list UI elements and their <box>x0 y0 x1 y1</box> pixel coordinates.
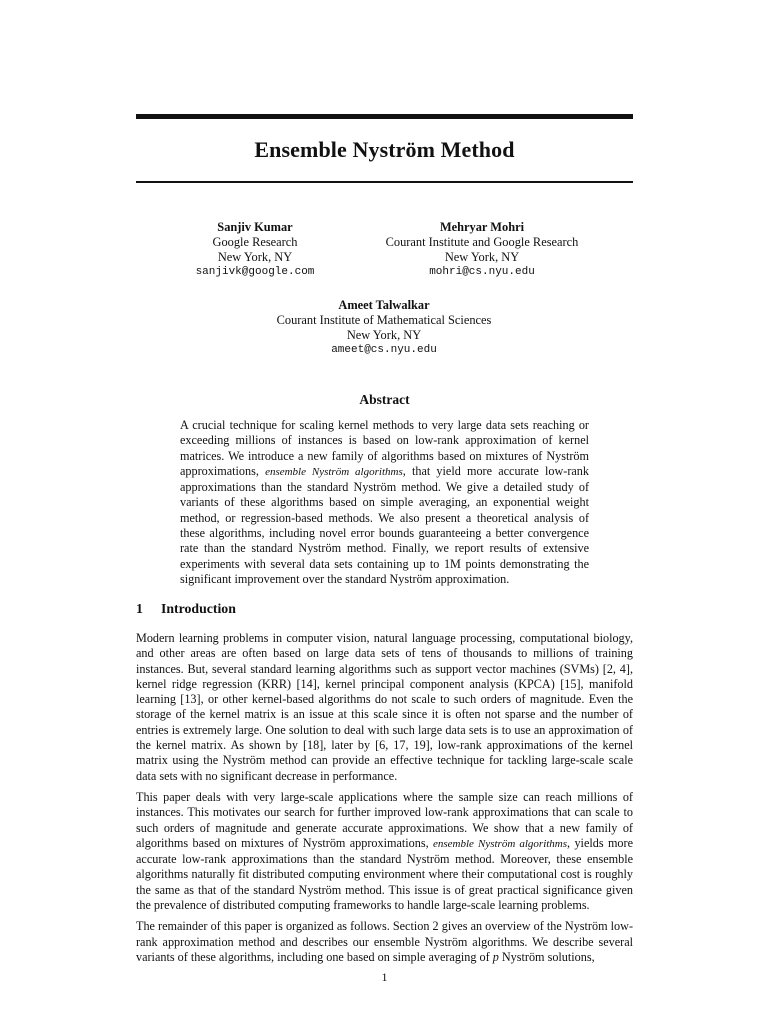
author-name: Sanjiv Kumar <box>217 220 293 234</box>
author-affiliation: Courant Institute and Google Research <box>385 235 579 249</box>
author-location: New York, NY <box>217 250 293 264</box>
paragraph: This paper deals with very large-scale applications where the sample size can reach millions of instances. This motivates our search for further improved low-rank approximations that can scale to such orders of magnitude and generate accurate approximations. We show that a new family of algorithms based on mixtures of Nyström approximations, ensemble Nyström algorithms, yields more accurate low-rank approximations than the standard Nyström method. Moreover, these ensemble algorithms naturally fit distributed computing environment where their computational cost is roughly the same as that of the standard Nyström method. This issue is of great practical significance given the prevalence of distributed computing frameworks to handle large-scale learning problems. <box>136 789 633 913</box>
section-heading-introduction <box>136 601 236 617</box>
author-email: mohri@cs.nyu.edu <box>429 266 535 278</box>
abstract-heading: Abstract <box>359 392 410 407</box>
title-top-rule <box>136 114 633 119</box>
author-name: Mehryar Mohri <box>439 220 525 234</box>
author-block-kumar <box>160 220 350 280</box>
author-email: sanjivk@google.com <box>195 266 315 278</box>
paper-title: Ensemble Nyström Method <box>254 137 515 162</box>
paragraph: The remainder of this paper is organized as follows. Section 2 gives an overview of the Nyström low-rank approximation method and describes our ensemble Nyström algorithms. We describe several variants of these algorithms, including one based on simple averaging of p Nyström solutions, <box>136 919 633 964</box>
author-block-talwalkar <box>234 298 534 358</box>
author-affiliation: Courant Institute of Mathematical Sciences <box>276 313 492 327</box>
author-block-mohri <box>362 220 602 280</box>
author-location: New York, NY <box>444 250 520 264</box>
abstract-emphasis: ensemble Nyström algorithms <box>265 465 403 478</box>
abstract-text: A crucial technique for scaling kernel methods to very large data sets reaching or exceeding millions of instances is based on low-rank approximation of kernel matrices. We introduce a new family of algorithms based on mixtures of Nyström approximations, ensemble Nyström algorithms, that yield more accurate low-rank approximations than the standard Nyström method. We give a detailed study of variants of these algorithms based on simple averaging, an exponential weight method, or regression-based methods. We also present a theoretical analysis of these algorithms, including novel error bounds guaranteeing a better convergence rate than the standard Nyström method. Finally, we report results of extensive experiments with several data sets containing up to 1M points demonstrating the significant improvement over the standard Nyström approximation. <box>180 418 589 586</box>
math-variable: p <box>492 949 499 964</box>
author-name: Ameet Talwalkar <box>338 298 430 312</box>
title-bottom-rule <box>136 181 633 183</box>
author-affiliation: Google Research <box>212 235 298 249</box>
page-number: 1 <box>381 970 388 984</box>
section-title: Introduction <box>161 601 236 616</box>
introduction-body <box>136 631 633 971</box>
paragraph: Modern learning problems in computer vision, natural language processing, computational biology, and other areas are often based on large data sets of tens of thousands to millions of training instances. But, several standard learning algorithms such as support vector machines (SVMs) [2, 4], kernel ridge regression (KRR) [14], kernel principal component analysis (KPCA) [15], manifold learning [13], or other kernel-based algorithms do not scale to such orders of magnitude. Even the storage of the kernel matrix is an issue at this scale since it is often not sparse and the number of entries is extremely large. One solution to deal with such large data sets is to use an approximation of the kernel matrix. As shown by [18], later by [6, 17, 19], low-rank approximations of the kernel matrix using the Nyström method can provide an effective technique for tackling large-scale scale data sets with no significant decrease in performance. <box>136 631 633 783</box>
paragraph-emphasis: ensemble Nyström algorithms <box>433 837 568 850</box>
author-location: New York, NY <box>346 328 422 342</box>
author-email: ameet@cs.nyu.edu <box>331 344 437 356</box>
section-number: 1 <box>136 601 143 616</box>
